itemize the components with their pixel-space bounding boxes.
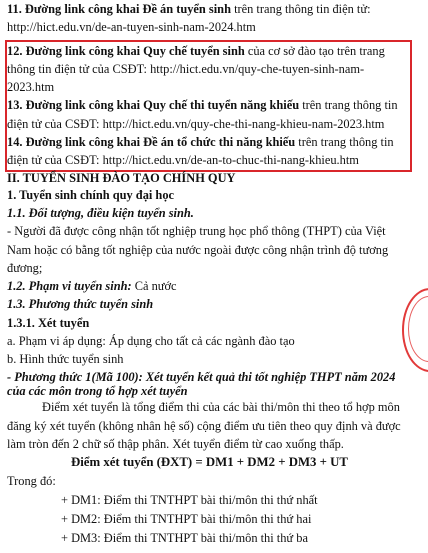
item-11-link: http://hict.edu.vn/de-an-tuyen-sinh-nam-2024.htm	[7, 20, 256, 34]
item-b: b. Hình thức tuyển sinh	[7, 352, 124, 366]
paragraph-2-line-1: Điểm xét tuyển là tổng điểm thi của các bài thi/môn thi theo tổ hợp môn	[42, 400, 400, 414]
method-100-line-1: - Phương thức 1(Mã 100): Xét tuyển kết quả thi tốt nghiệp THPT năm 2024	[7, 370, 396, 384]
item-11-text: trên trang thông tin điện tử:	[230, 2, 371, 16]
item-a: a. Phạm vi áp dụng: Áp dụng cho tất cả các ngành đào tạo	[7, 334, 295, 348]
section-1-2-label: 1.2. Phạm vi tuyển sinh:	[7, 279, 132, 293]
item-14-heading: 14. Đường link công khai Đề án tổ chức thi năng khiếu	[7, 135, 296, 149]
section-1-3-heading: 1.3. Phương thức tuyển sinh	[7, 297, 154, 311]
section-1-heading: 1. Tuyển sinh chính quy đại học	[7, 188, 175, 202]
section-1-3-1-heading: 1.3.1. Xét tuyển	[7, 316, 90, 330]
section-1-2-value: Cả nước	[131, 279, 177, 293]
paragraph-1-line-2: Nam hoặc có bằng tốt nghiệp của nước ngoài được công nhận trình độ tương	[7, 243, 389, 257]
item-13-line-2: điện tử của CSĐT: http://hict.edu.vn/quy-che-thi-nang-khieu-nam-2023.htm	[7, 117, 385, 131]
item-12-line-1	[7, 44, 385, 59]
item-14-line-2: điện tử của CSĐT: http://hict.edu.vn/de-an-to-chuc-thi-nang-khieu.htm	[7, 153, 359, 167]
item-12-line-3: 2023.htm	[7, 80, 55, 94]
item-11-heading: 11. Đường link công khai Đề án tuyển sinh	[7, 2, 231, 16]
item-13-line-1	[7, 98, 398, 113]
item-13-text: trên trang thông tin	[299, 98, 398, 112]
section-1-1-heading: 1.1. Đối tượng, điều kiện tuyển sinh.	[7, 206, 194, 220]
paragraph-2-line-3: làm tròn đến 2 chữ số thập phân. Xét tuyển điểm từ cao xuống thấp.	[7, 437, 344, 451]
dm3-line: + DM3: Điểm thi TNTHPT bài thi/môn thi thứ ba	[61, 531, 308, 545]
section-1-2	[7, 279, 177, 294]
item-14-line-1	[7, 135, 394, 150]
method-100-line-2: của các môn trong tổ hợp xét tuyển	[7, 384, 188, 398]
item-13-heading: 13. Đường link công khai Quy chế thi tuyển năng khiếu	[7, 98, 300, 112]
formula: Điểm xét tuyển (ĐXT) = DM1 + DM2 + DM3 + UT	[71, 455, 348, 469]
paragraph-1-line-1: - Người đã được công nhận tốt nghiệp trung học phổ thông (THPT) của Việt	[7, 224, 386, 238]
trong-do-label: Trong đó:	[7, 474, 56, 488]
item-12-heading: 12. Đường link công khai Quy chế tuyển sinh	[7, 44, 245, 58]
item-11-line-1	[7, 2, 371, 17]
paragraph-2-line-2: đăng ký xét tuyển (không nhân hệ số) cộng điểm ưu tiên theo quy định và được	[7, 419, 401, 433]
dm1-line: + DM1: Điểm thi TNTHPT bài thi/môn thi thứ nhất	[61, 493, 318, 507]
dm2-line: + DM2: Điểm thi TNTHPT bài thi/môn thi thứ hai	[61, 512, 312, 526]
item-12-line-2: thông tin điện tử của CSĐT: http://hict.edu.vn/quy-che-tuyen-sinh-nam-	[7, 62, 365, 76]
item-14-text: trên trang thông tin	[295, 135, 394, 149]
paragraph-1-line-3: đương;	[7, 261, 43, 275]
item-12-text: của cơ sở đào tạo trên trang	[244, 44, 385, 58]
section-ii-heading: II. TUYỂN SINH ĐÀO TẠO CHÍNH QUY	[7, 171, 236, 185]
